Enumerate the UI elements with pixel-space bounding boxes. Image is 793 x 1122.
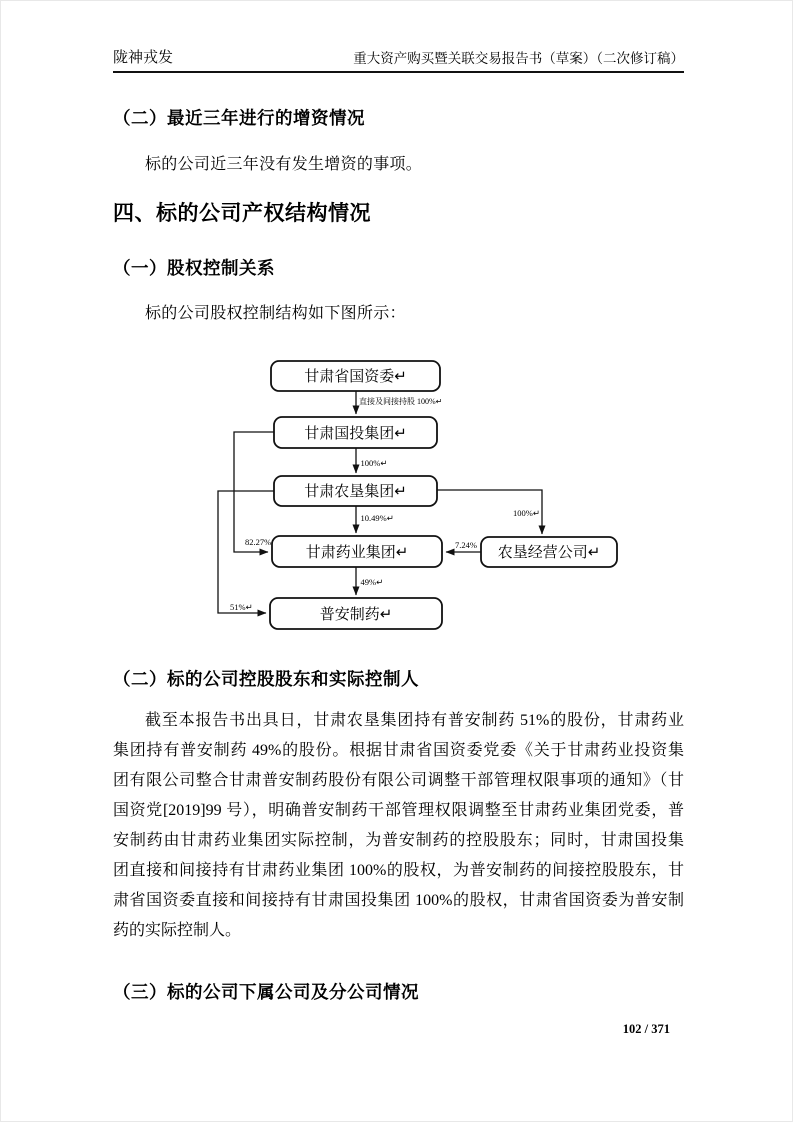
paragraph-line: 集团持有普安制药 49%的股份。根据甘肃省国资委党委《关于甘肃药业投资集	[113, 742, 684, 759]
paragraph-controlling-shareholder	[113, 706, 684, 946]
header-report-title: 重大资产购买暨关联交易报告书（草案）（二次修订稿）	[353, 51, 684, 66]
page-number: 102 / 371	[622, 1022, 670, 1036]
paragraph-equity-control-intro: 标的公司股权控制结构如下图所示：	[145, 305, 406, 322]
node-label-gansu-guotou: 甘肃国投集团↵	[304, 426, 407, 442]
paragraph-line: 药的实际控制人。	[113, 922, 242, 939]
edge-label-51: 51%↵	[230, 602, 253, 612]
edge-label-7-24: 7.24%	[455, 540, 477, 550]
heading-controlling-shareholder: （二）标的公司控股股东和实际控制人	[113, 669, 419, 689]
paragraph-line: 团有限公司整合甘肃普安制药股份有限公司调整干部管理权限事项的通知》（甘	[113, 772, 684, 789]
header-company-name: 陇神戎发	[113, 50, 174, 66]
edge-label-100: 100%↵	[360, 458, 388, 468]
equity-structure-diagram	[205, 348, 630, 640]
edge-label-100-right: 100%↵	[513, 508, 540, 518]
node-label-puan-zhiyao: 普安制药↵	[319, 607, 393, 623]
heading-capital-increase: （二）最近三年进行的增资情况	[113, 108, 365, 128]
node-label-nongken-jingying: 农垦经营公司↵	[497, 545, 601, 561]
edge-label-direct-indirect-100: 直接及间接持股 100%↵	[359, 397, 443, 406]
paragraph-line: 国资党[2019]99 号），明确普安制药干部管理权限调整至甘肃药业集团党委，普	[113, 802, 684, 819]
edge-label-49: 49%↵	[360, 577, 384, 587]
paragraph-line: 肃省国资委直接和间接持有甘肃国投集团 100%的股权，甘肃省国资委为普安制	[113, 892, 684, 909]
node-label-gansu-nongken: 甘肃农垦集团↵	[304, 484, 407, 500]
heading-equity-control: （一）股权控制关系	[113, 258, 275, 278]
paragraph-line: 截至本报告书出具日，甘肃农垦集团持有普安制药 51%的股份，甘肃药业	[145, 712, 684, 729]
edge-label-82-27: 82.27%	[245, 537, 272, 547]
page-header	[113, 46, 684, 73]
paragraph-capital-increase: 标的公司近三年没有发生增资的事项。	[145, 156, 423, 173]
node-label-gansu-yaoye: 甘肃药业集团↵	[305, 545, 409, 561]
edge-guotou-yaoye	[234, 432, 274, 552]
paragraph-line: 安制药由甘肃药业集团实际控制，为普安制药的控股股东；同时，甘肃国投集	[113, 832, 684, 849]
paragraph-line: 团直接和间接持有甘肃药业集团 100%的股权，为普安制药的间接控股股东，甘	[113, 862, 684, 879]
node-label-gansu-sasac: 甘肃省国资委↵	[304, 369, 407, 385]
edge-label-10-49: 10.49%↵	[360, 513, 394, 523]
heading-property-structure: 四、标的公司产权结构情况	[113, 202, 371, 225]
heading-subsidiaries: （三）标的公司下属公司及分公司情况	[113, 982, 419, 1002]
